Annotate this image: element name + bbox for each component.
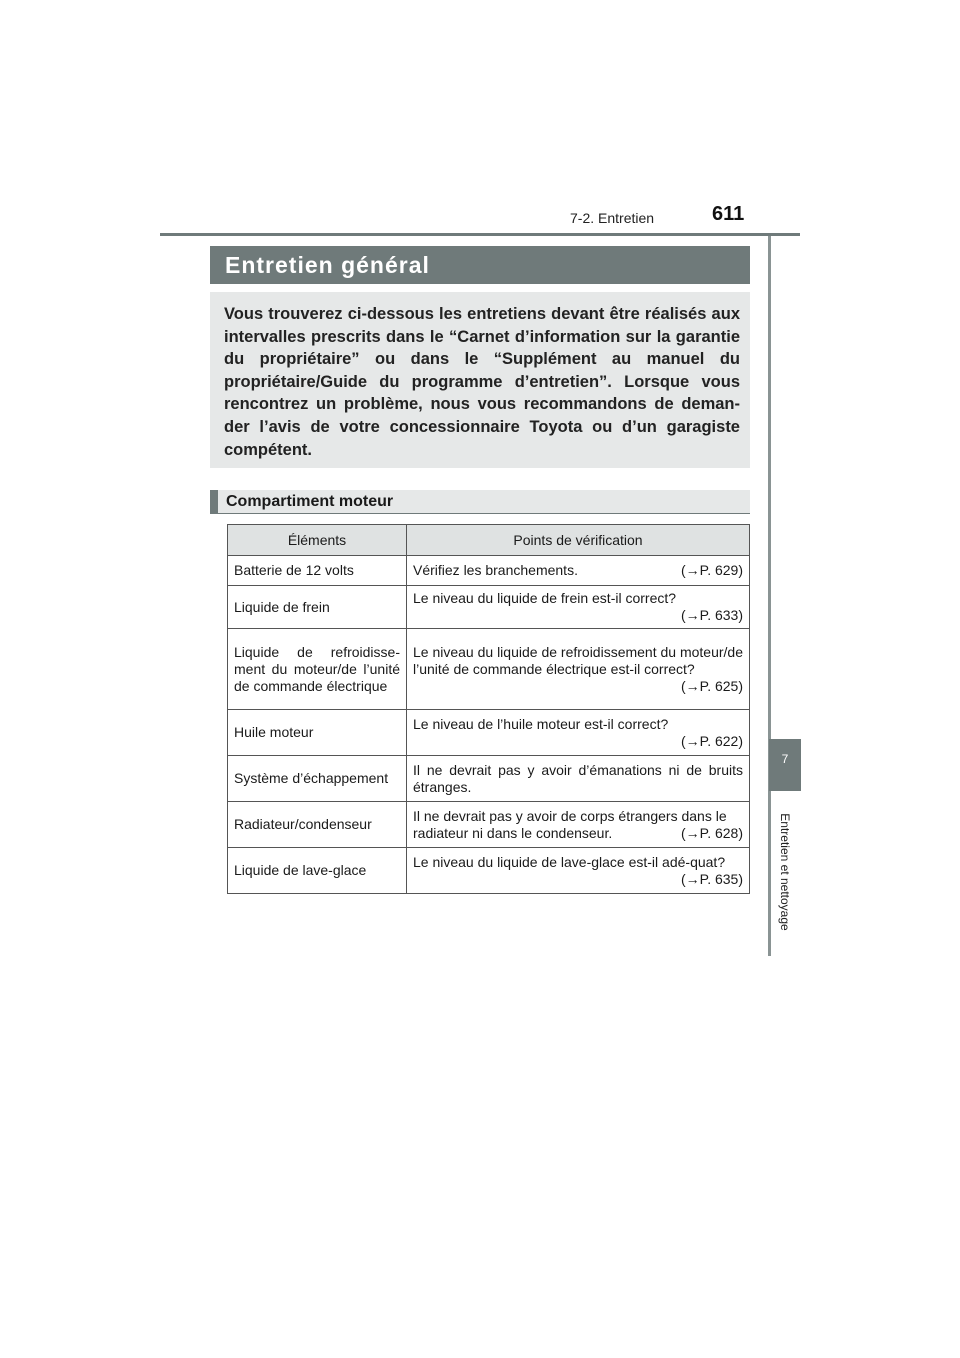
side-divider bbox=[768, 236, 771, 956]
row-item: Huile moteur bbox=[228, 710, 407, 756]
page-reference[interactable]: (→P. 633) bbox=[681, 607, 743, 623]
table-row bbox=[228, 756, 750, 802]
chapter-tab-label: Entretien et nettoyage bbox=[778, 813, 792, 931]
section-heading: Compartiment moteur bbox=[210, 490, 750, 514]
table-row bbox=[228, 629, 750, 710]
row-item: Liquide de refroidisse-ment du moteur/de l’unité de commande électrique bbox=[228, 629, 407, 710]
row-check bbox=[407, 586, 750, 629]
row-item: Liquide de frein bbox=[228, 586, 407, 629]
header-divider bbox=[160, 233, 800, 236]
page-reference[interactable]: (→P. 635) bbox=[681, 870, 743, 887]
row-check-text: Le niveau du liquide de lave-glace est-il adé-quat? bbox=[413, 853, 726, 870]
table-row bbox=[228, 586, 750, 629]
row-check bbox=[407, 710, 750, 756]
chapter-tab-number: 7 bbox=[781, 752, 789, 766]
page-reference[interactable]: (→P. 629) bbox=[681, 562, 743, 578]
row-item: Radiateur/condenseur bbox=[228, 802, 407, 848]
row-check: Il ne devrait pas y avoir d’émanations ni de bruits étranges. bbox=[407, 756, 750, 802]
intro-paragraph: Vous trouverez ci-dessous les entretiens devant être réalisés aux intervalles prescrits dans le “Carnet d’information sur la garantie du propriétaire” ou dans le “Supplément au manuel du propriétaire/Guide du programme d’entretien”. Lorsque vous rencontrez un problème, nous vous recommandons de deman-der l’avis de votre concessionnaire Toyota ou d’un garagiste compétent. bbox=[210, 292, 750, 468]
row-check bbox=[407, 848, 750, 894]
table-row bbox=[228, 710, 750, 756]
table-row bbox=[228, 848, 750, 894]
row-check-text: Le niveau du liquide de refroidissement du moteur/de l’unité de commande électrique est-il correct? bbox=[413, 643, 743, 677]
page-reference[interactable]: (→P. 622) bbox=[681, 732, 743, 749]
table-row bbox=[228, 556, 750, 586]
chapter-label: 7-2. Entretien bbox=[570, 210, 655, 226]
inspection-table bbox=[227, 524, 750, 894]
row-item: Batterie de 12 volts bbox=[228, 556, 407, 586]
row-item: Liquide de lave-glace bbox=[228, 848, 407, 894]
row-check-text: Le niveau du liquide de frein est-il correct? bbox=[413, 590, 677, 606]
row-item: Système d’échappement bbox=[228, 756, 407, 802]
page-reference[interactable]: (→P. 628) bbox=[681, 824, 743, 841]
column-header-checks: Points de vérification bbox=[407, 525, 750, 556]
column-header-items: Éléments bbox=[228, 525, 407, 556]
row-check bbox=[407, 802, 750, 848]
row-check-text: Vérifiez les branchements. bbox=[413, 562, 578, 578]
row-check bbox=[407, 629, 750, 710]
row-check-text: Le niveau de l’huile moteur est-il correct? bbox=[413, 715, 669, 732]
row-check bbox=[407, 556, 750, 586]
page-reference[interactable]: (→P. 625) bbox=[681, 677, 743, 694]
table-row bbox=[228, 802, 750, 848]
page-title: Entretien général bbox=[210, 246, 750, 284]
row-check-text: Il ne devrait pas y avoir de corps étrangers dans le radiateur ni dans le condenseur. bbox=[413, 807, 727, 841]
page-number: 611 bbox=[712, 203, 745, 225]
